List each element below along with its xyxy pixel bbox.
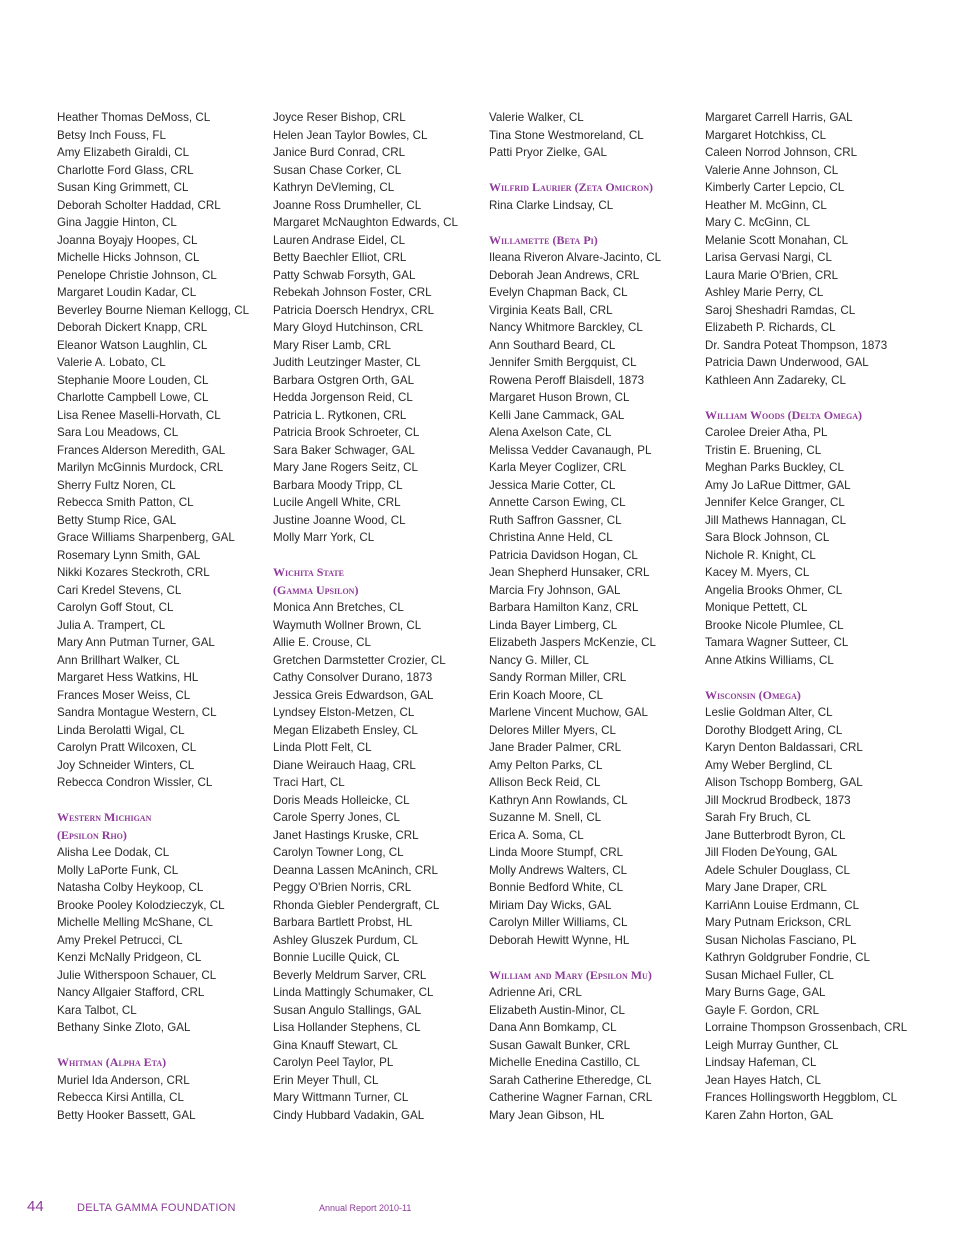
donor-name: Monique Pettett, CL [705, 601, 808, 614]
donor-name: Gina Jaggie Hinton, CL [57, 216, 177, 229]
chapter-heading: Western Michigan [57, 810, 152, 824]
donor-name: Lisa Hollander Stephens, CL [273, 1021, 421, 1034]
donor-name: Mary C. McGinn, CL [705, 216, 811, 229]
donor-name: Melanie Scott Monahan, CL [705, 233, 849, 247]
organization-name: DELTA GAMMA FOUNDATION [77, 1202, 236, 1214]
donor-name: Adele Schuler Douglass, CL [705, 863, 851, 877]
donor-name: Tamara Wagner Sutteer, CL [705, 636, 849, 649]
donor-name: Marcia Fry Johnson, GAL [489, 583, 621, 597]
donor-name: Nichole R. Knight, CL [705, 548, 816, 562]
donor-name: Janice Burd Conrad, CRL [273, 146, 406, 159]
chapter-heading: Wichita State [273, 565, 345, 579]
donor-name: Frances Hollingsworth Heggblom, CL [705, 1091, 898, 1104]
chapter-heading: (Epsilon Rho) [57, 827, 127, 842]
chapter-heading: Wisconsin (Omega) [705, 687, 801, 702]
donor-name: Ileana Riveron Alvare-Jacinto, CL [489, 251, 662, 264]
donor-name: Amy Weber Berglind, CL [705, 758, 833, 772]
donor-name: Carole Sperry Jones, CL [273, 811, 400, 824]
donor-name: Jill Floden DeYoung, GAL [705, 846, 838, 859]
donor-name: Margaret McNaughton Edwards, CL [273, 216, 458, 229]
donor-name: Sara Baker Schwager, GAL [273, 443, 415, 457]
donor-name: Ruth Saffron Gassner, CL [489, 513, 622, 527]
donor-name: Susan Gawalt Bunker, CRL [489, 1038, 631, 1052]
donor-name: Barbara Bartlett Probst, HL [273, 916, 413, 929]
donor-name: Miriam Day Wicks, GAL [489, 898, 612, 912]
donor-name: Cindy Hubbard Vadakin, GAL [273, 1108, 425, 1122]
section-spacer [489, 949, 701, 967]
donor-name: Stephanie Moore Louden, CL [57, 373, 209, 387]
report-title: Annual Report 2010-11 [319, 1203, 412, 1213]
donor-name: Alison Tschopp Bomberg, GAL [705, 776, 863, 789]
donor-name: Saroj Sheshadri Ramdas, CL [705, 303, 856, 317]
donor-name: Molly Andrews Walters, CL [489, 863, 628, 877]
donor-name: Ann Brillhart Walker, CL [57, 653, 180, 667]
donor-name: Carolyn Goff Stout, CL [57, 601, 174, 614]
donor-name: Jessica Greis Edwardson, GAL [273, 688, 434, 702]
donor-name: Janet Hastings Kruske, CRL [273, 828, 419, 842]
donor-name: Catherine Wagner Farnan, CRL [489, 1091, 653, 1104]
donor-name: Gina Knauff Stewart, CL [273, 1038, 398, 1052]
donor-name: Angelia Brooks Ohmer, CL [705, 583, 843, 597]
donor-name: Nancy Whitmore Barckley, CL [489, 321, 643, 334]
donor-name: KarriAnn Louise Erdmann, CL [705, 898, 860, 912]
donor-name: Betty Baechler Elliot, CRL [273, 251, 407, 264]
donor-name: Barbara Moody Tripp, CL [273, 478, 403, 492]
donor-name: Nancy G. Miller, CL [489, 653, 589, 667]
donor-name: Carolyn Miller Williams, CL [489, 916, 628, 929]
donor-name: Linda Berolatti Wigal, CL [57, 723, 185, 737]
donor-name: Alena Axelson Cate, CL [489, 426, 612, 439]
donor-name: Joyce Reser Bishop, CRL [273, 111, 406, 124]
donor-name: Jane Brader Palmer, CRL [489, 741, 622, 754]
chapter-heading: (Gamma Upsilon) [273, 582, 359, 597]
section-spacer [489, 214, 701, 232]
donor-name: Laura Marie O'Brien, CRL [705, 268, 839, 282]
donor-name: Nancy Allgaier Stafford, CRL [57, 986, 205, 999]
donor-name: Virginia Keats Ball, CRL [489, 303, 613, 317]
donor-name: Frances Alderson Meredith, GAL [57, 443, 226, 457]
donor-name: Linda Moore Stumpf, CRL [489, 846, 624, 859]
donor-name: Betty Hooker Bassett, GAL [57, 1108, 196, 1122]
donor-name: Kelli Jane Cammack, GAL [489, 408, 625, 422]
donor-name: Amy Elizabeth Giraldi, CL [57, 146, 190, 159]
donor-name: Elizabeth Austin-Minor, CL [489, 1003, 625, 1017]
donor-name: Linda Mattingly Schumaker, CL [273, 986, 434, 999]
donor-name: Bonnie Lucille Quick, CL [273, 951, 400, 964]
donor-name: Meghan Parks Buckley, CL [705, 461, 844, 474]
donor-name: Hedda Jorgenson Reid, CL [273, 391, 413, 404]
donor-name: Karyn Denton Baldassari, CRL [705, 741, 863, 754]
donor-name: Nikki Kozares Steckroth, CRL [57, 566, 210, 579]
donor-name: Linda Bayer Limberg, CL [489, 618, 618, 632]
donor-name: Allie E. Crouse, CL [273, 636, 371, 649]
donor-name: Michelle Hicks Johnson, CL [57, 251, 200, 264]
donor-name: Susan Nicholas Fasciano, PL [705, 933, 857, 947]
donor-name: Patricia Doersch Hendryx, CRL [273, 303, 435, 317]
section-spacer [273, 547, 485, 565]
donor-name: Jill Mockrud Brodbeck, 1873 [705, 793, 851, 807]
donor-name: Delores Miller Myers, CL [489, 723, 616, 737]
donor-name: Cari Kredel Stevens, CL [57, 583, 182, 597]
chapter-heading: Wilfrid Laurier (Zeta Omicron) [489, 180, 653, 194]
donor-name: Erica A. Soma, CL [489, 828, 584, 842]
donor-name: Helen Jean Taylor Bowles, CL [273, 128, 428, 142]
donor-name: Allison Beck Reid, CL [489, 776, 601, 789]
column-4 [705, 109, 917, 1124]
column-3 [489, 109, 701, 1124]
donor-name: Carolyn Peel Taylor, PL [273, 1056, 394, 1069]
donor-name: Carolyn Towner Long, CL [273, 846, 404, 859]
section-spacer [705, 389, 917, 407]
donor-name: Marilyn McGinnis Murdock, CRL [57, 461, 224, 474]
page-footer [0, 1198, 960, 1222]
donor-name: Margaret Loudin Kadar, CL [57, 286, 197, 299]
donor-name: Karla Meyer Coglizer, CRL [489, 461, 627, 474]
donor-name: Melissa Vedder Cavanaugh, PL [489, 443, 652, 457]
donor-name: Charlotte Ford Glass, CRL [57, 163, 194, 177]
donor-name: Mary Jane Draper, CRL [705, 881, 827, 894]
donor-name: Dana Ann Bomkamp, CL [489, 1021, 617, 1034]
donor-name: Penelope Christie Johnson, CL [57, 268, 217, 282]
donor-name: Patti Pryor Zielke, GAL [489, 146, 607, 159]
donor-name: Ann Southard Beard, CL [489, 338, 616, 352]
donor-name: Rebecca Condron Wissler, CL [57, 776, 213, 789]
donor-name: Margaret Carrell Harris, GAL [705, 111, 853, 124]
donor-name: Anne Atkins Williams, CL [705, 653, 834, 667]
donor-name: Sarah Catherine Etheredge, CL [489, 1073, 652, 1087]
donor-name: Jessica Marie Cotter, CL [489, 478, 616, 492]
donor-name: Joanna Boyajy Hoopes, CL [57, 233, 198, 247]
donor-name: Kathryn Ann Rowlands, CL [489, 793, 628, 807]
donor-name: Rebecca Kirsi Antilla, CL [57, 1091, 184, 1104]
donor-name: Lindsay Hafeman, CL [705, 1056, 817, 1069]
donor-name: Sarah Fry Bruch, CL [705, 811, 811, 824]
donor-name: Joy Schneider Winters, CL [57, 758, 195, 772]
donor-name: Patricia L. Rytkonen, CRL [273, 408, 407, 422]
donor-name: Patricia Dawn Underwood, GAL [705, 356, 869, 369]
donor-name: Leslie Goldman Alter, CL [705, 706, 833, 719]
donor-name: Marlene Vincent Muchow, GAL [489, 706, 648, 719]
donor-name: Betsy Inch Fouss, FL [57, 128, 166, 142]
donor-name: Eleanor Watson Laughlin, CL [57, 338, 208, 352]
donor-name: Waymuth Wollner Brown, CL [273, 618, 422, 632]
donor-name: Bonnie Bedford White, CL [489, 881, 624, 894]
donor-name: Barbara Ostgren Orth, GAL [273, 373, 415, 387]
donor-name: Cathy Consolver Durano, 1873 [273, 671, 433, 684]
donor-name: Jill Mathews Hannagan, CL [705, 513, 847, 527]
donor-name: Judith Leutzinger Master, CL [273, 356, 421, 369]
donor-name: Justine Joanne Wood, CL [273, 513, 406, 527]
donor-name: Erin Meyer Thull, CL [273, 1073, 379, 1087]
donor-name: Valerie Anne Johnson, CL [705, 163, 839, 177]
donor-name: Molly LaPorte Funk, CL [57, 863, 179, 877]
donor-name: Mary Wittmann Turner, CL [273, 1091, 409, 1104]
donor-name: Charlotte Campbell Lowe, CL [57, 391, 209, 404]
donor-name: Larisa Gervasi Nargi, CL [705, 251, 832, 264]
donor-name: Patty Schwab Forsyth, GAL [273, 268, 416, 282]
chapter-heading: William and Mary (Epsilon Mu) [489, 967, 652, 982]
donor-name: Elizabeth Jaspers McKenzie, CL [489, 636, 656, 649]
donor-name: Margaret Hotchkiss, CL [705, 128, 827, 142]
donor-name: Caleen Norrod Johnson, CRL [705, 146, 858, 159]
donor-name: Heather M. McGinn, CL [705, 198, 827, 212]
donor-name: Barbara Hamilton Kanz, CRL [489, 601, 639, 614]
donor-name: Jane Butterbrodt Byron, CL [705, 828, 846, 842]
donor-name: Kathryn Goldgruber Fondrie, CL [705, 951, 870, 964]
donor-name: Susan Michael Fuller, CL [705, 968, 834, 982]
donor-name: Gretchen Darmstetter Crozier, CL [273, 653, 446, 667]
donor-name: Patricia Davidson Hogan, CL [489, 548, 638, 562]
donor-name: Valerie Walker, CL [489, 111, 584, 124]
donor-name: Valerie A. Lobato, CL [57, 356, 166, 369]
donor-name: Kara Talbot, CL [57, 1003, 137, 1017]
donor-name: Susan King Grimmett, CL [57, 181, 189, 194]
donor-name: Mary Ann Putman Turner, GAL [57, 636, 215, 649]
section-spacer [705, 669, 917, 687]
donor-name: Lisa Renee Maselli-Horvath, CL [57, 408, 221, 422]
donor-name: Sandy Rorman Miller, CRL [489, 671, 627, 684]
donor-name: Mary Putnam Erickson, CRL [705, 916, 852, 929]
donor-name: Jean Hayes Hatch, CL [705, 1073, 821, 1087]
donor-name: Rosemary Lynn Smith, GAL [57, 548, 201, 562]
donor-name: Amy Jo LaRue Dittmer, GAL [705, 478, 851, 492]
donor-name: Mary Burns Gage, GAL [705, 986, 826, 999]
donor-name: Lauren Andrase Eidel, CL [273, 233, 406, 247]
donor-name: Kenzi McNally Pridgeon, CL [57, 951, 202, 964]
donor-name: Joanne Ross Drumheller, CL [273, 198, 422, 212]
donor-name: Monica Ann Bretches, CL [273, 601, 404, 614]
donor-name: Erin Koach Moore, CL [489, 688, 604, 702]
donor-name: Deborah Scholter Haddad, CRL [57, 198, 221, 212]
section-spacer [57, 792, 269, 810]
donor-name: Sara Lou Meadows, CL [57, 426, 179, 439]
donor-name: Gayle F. Gordon, CRL [705, 1003, 820, 1017]
donor-name: Dr. Sandra Poteat Thompson, 1873 [705, 338, 888, 352]
chapter-heading: William Woods (Delta Omega) [705, 407, 863, 422]
donor-name: Rhonda Giebler Pendergraft, CL [273, 898, 440, 912]
donor-name: Brooke Nicole Plumlee, CL [705, 618, 844, 632]
donor-name: Elizabeth P. Richards, CL [705, 321, 836, 334]
donor-name: Julie Witherspoon Schauer, CL [57, 968, 217, 982]
donor-name: Beverly Meldrum Sarver, CRL [273, 968, 427, 982]
donor-name: Doris Meads Holleicke, CL [273, 793, 410, 807]
donor-name: Ashley Gluszek Purdum, CL [273, 933, 418, 947]
donor-name: Kathleen Ann Zadareky, CL [705, 373, 846, 387]
column-1 [57, 109, 269, 1124]
donor-name: Mary Riser Lamb, CRL [273, 338, 391, 352]
donor-name: Kacey M. Myers, CL [705, 566, 810, 579]
donor-name: Jean Shepherd Hunsaker, CRL [489, 566, 650, 579]
donor-name: Rowena Peroff Blaisdell, 1873 [489, 373, 645, 387]
donor-name: Lucile Angell White, CRL [273, 496, 401, 509]
donor-name: Mary Jean Gibson, HL [489, 1108, 605, 1122]
donor-name: Carolee Dreier Atha, PL [705, 426, 828, 439]
donor-name: Amy Prekel Petrucci, CL [57, 933, 183, 947]
donor-name: Lyndsey Elston-Metzen, CL [273, 706, 415, 719]
donor-name: Karen Zahn Horton, GAL [705, 1108, 834, 1122]
donor-name: Suzanne M. Snell, CL [489, 811, 602, 824]
donor-name: Evelyn Chapman Back, CL [489, 286, 628, 299]
donor-name: Leigh Murray Gunther, CL [705, 1038, 839, 1052]
donor-name: Kimberly Carter Lepcio, CL [705, 181, 845, 194]
donor-name: Muriel Ida Anderson, CRL [57, 1073, 190, 1087]
donor-name: Margaret Hess Watkins, HL [57, 671, 199, 684]
donor-name: Peggy O'Brien Norris, CRL [273, 881, 412, 894]
donor-name: Beverley Bourne Nieman Kellogg, CL [57, 303, 250, 317]
donor-name: Traci Hart, CL [273, 776, 345, 789]
donor-name: Rebekah Johnson Foster, CRL [273, 286, 432, 299]
donor-name: Jennifer Smith Bergquist, CL [489, 356, 637, 369]
chapter-heading: Whitman (Alpha Eta) [57, 1055, 167, 1069]
donor-name: Heather Thomas DeMoss, CL [57, 111, 211, 124]
section-spacer [489, 162, 701, 180]
donor-name: Sherry Fultz Noren, CL [57, 478, 176, 492]
donor-name: Julia A. Trampert, CL [57, 618, 166, 632]
donor-name: Frances Moser Weiss, CL [57, 688, 191, 702]
donor-name: Michelle Melling McShane, CL [57, 916, 213, 929]
donor-name: Brooke Pooley Kolodzieczyk, CL [57, 898, 225, 912]
donor-name: Kathryn DeVleming, CL [273, 181, 395, 194]
donor-name: Ashley Marie Perry, CL [705, 286, 824, 299]
donor-name: Alisha Lee Dodak, CL [57, 846, 170, 859]
donor-name: Susan Angulo Stallings, GAL [273, 1003, 422, 1017]
donor-name: Annette Carson Ewing, CL [489, 496, 626, 509]
donor-name: Michelle Enedina Castillo, CL [489, 1056, 640, 1069]
donor-name: Betty Stump Rice, GAL [57, 513, 177, 527]
donor-name: Natasha Colby Heykoop, CL [57, 881, 204, 894]
page-number: 44 [27, 1198, 44, 1215]
donor-name: Deanna Lassen McAninch, CRL [273, 863, 438, 877]
donor-name: Diane Weirauch Haag, CRL [273, 758, 416, 772]
donor-name: Mary Jane Rogers Seitz, CL [273, 461, 418, 474]
donor-name: Susan Chase Corker, CL [273, 163, 402, 177]
donor-name: Dorothy Blodgett Aring, CL [705, 723, 843, 737]
donor-name: Deborah Hewitt Wynne, HL [489, 933, 630, 947]
donor-name: Adrienne Ari, CRL [489, 986, 582, 999]
chapter-heading: Willamette (Beta Pi) [489, 232, 598, 247]
section-spacer [57, 1037, 269, 1055]
donor-name: Molly Marr York, CL [273, 531, 375, 544]
donor-name: Deborah Jean Andrews, CRL [489, 268, 640, 282]
column-2 [273, 109, 485, 1124]
donor-name: Sara Block Johnson, CL [705, 531, 830, 544]
donor-name: Margaret Huson Brown, CL [489, 391, 630, 404]
donor-name: Rebecca Smith Patton, CL [57, 496, 194, 509]
donor-name: Jennifer Kelce Granger, CL [705, 496, 845, 509]
donor-name: Christina Anne Held, CL [489, 531, 613, 544]
donor-name: Tristin E. Bruening, CL [705, 443, 822, 457]
donor-name: Grace Williams Sharpenberg, GAL [57, 531, 235, 544]
donor-name: Linda Plott Felt, CL [273, 741, 372, 754]
donor-name: Megan Elizabeth Ensley, CL [273, 723, 418, 737]
donor-name: Bethany Sinke Zloto, GAL [57, 1021, 191, 1034]
donor-name: Mary Gloyd Hutchinson, CRL [273, 321, 424, 334]
donor-name: Sandra Montague Western, CL [57, 706, 217, 719]
donor-name: Carolyn Pratt Wilcoxen, CL [57, 741, 197, 754]
donor-name: Patricia Brook Schroeter, CL [273, 426, 420, 439]
donor-name: Amy Pelton Parks, CL [489, 758, 603, 772]
donor-name: Rina Clarke Lindsay, CL [489, 198, 614, 212]
donor-name: Deborah Dickert Knapp, CRL [57, 321, 208, 334]
donor-name: Tina Stone Westmoreland, CL [489, 128, 644, 142]
donor-name: Lorraine Thompson Grossenbach, CRL [705, 1021, 908, 1034]
